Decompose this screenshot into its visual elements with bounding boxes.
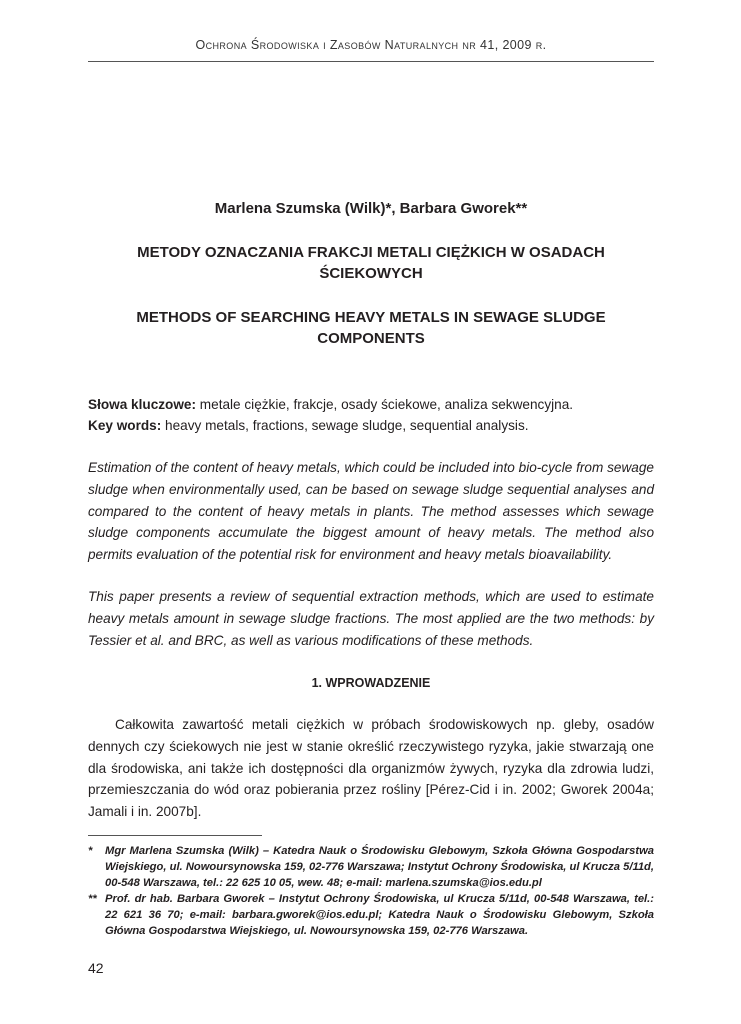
- footnote-1-text: Mgr Marlena Szumska (Wilk) – Katedra Nauk o Środowisku Glebowym, Szkoła Główna Gospodarstwa Wiejskiego, ul. Nowoursynowska 159, 02-776 Warszawa; Instytut Ochrony Środowiska, ul Krucza 5/11d, 00-548 Warszawa, tel.: 22 625 10 05, wew. 48; e-mail: marlena.szumska@ios.edu.pl: [105, 845, 654, 889]
- abstract-paragraph-1: Estimation of the content of heavy metals, which could be included into bio-cycle from sewage sludge when environmentally used, can be based on sewage sludge sequential analyses and compared to the content of heavy metals in plants. The method assesses which sewage sludge components accumulate the biggest amount of heavy metals. The method also permits evaluation of the potential risk for environment and heavy metals bioavailability.: [88, 460, 654, 563]
- title-polish: METODY OZNACZANIA FRAKCJI METALI CIĘŻKICH W OSADACH ŚCIEKOWYCH: [137, 244, 605, 282]
- footnote-divider: [88, 835, 262, 836]
- abstract-paragraph-2: This paper presents a review of sequential extraction methods, which are used to estimate heavy metals amount in sewage sludge fractions. The most applied are the two methods: by Tessier et al. and BRC, as well as various modifications of these methods.: [88, 589, 654, 648]
- title-english: METHODS OF SEARCHING HEAVY METALS IN SEWAGE SLUDGE COMPONENTS: [136, 309, 606, 347]
- keywords-english-text: heavy metals, fractions, sewage sludge, sequential analysis.: [161, 418, 529, 433]
- keywords-polish: [88, 394, 654, 415]
- header-divider: [88, 61, 654, 62]
- footnote-2-mark: **: [88, 893, 97, 905]
- running-header: Ochrona Środowiska i Zasobów Naturalnych nr 41, 2009 r.: [195, 38, 547, 52]
- footnote-2-text: Prof. dr hab. Barbara Gworek – Instytut Ochrony Środowiska, ul Krucza 5/11d, 00-548 Warszawa, tel.: 22 621 36 70; e-mail: barbara.gworek@ios.edu.pl; Katedra Nauk o Środowisku Glebowym, Szkoła Główna Gospodarstwa Wiejskiego, ul. Nowoursynowska 159, 02-776 Warszawa.: [105, 893, 654, 937]
- body-paragraph: Całkowita zawartość metali ciężkich w próbach środowiskowych np. gleby, osadów dennych czy ściekowych nie jest w stanie określić rzeczywistego ryzyka, jakie stwarzają one dla środowiska, ani także ich dostępności dla organizmów żywych, ryzyka dla zdrowia ludzi, przemieszczania do wód oraz pobierania przez rośliny [Pérez-Cid i in. 2002; Gworek 2004a; Jamali i in. 2007b].: [88, 717, 654, 820]
- keywords-polish-label: Słowa kluczowe:: [88, 397, 197, 412]
- footnote-2: [88, 891, 654, 939]
- keywords-polish-text: metale ciężkie, frakcje, osady ściekowe, analiza sekwencyjna.: [196, 397, 574, 412]
- page-number: 42: [88, 960, 104, 976]
- section-heading: 1. WPROWADZENIE: [311, 676, 431, 690]
- keywords-block: [88, 394, 654, 436]
- author-line: Marlena Szumska (Wilk)*, Barbara Gworek**: [214, 200, 528, 217]
- footnote-1-mark: *: [88, 845, 93, 857]
- footnote-1: [88, 843, 654, 891]
- keywords-english-label: Key words:: [88, 418, 162, 433]
- keywords-english: [88, 415, 654, 436]
